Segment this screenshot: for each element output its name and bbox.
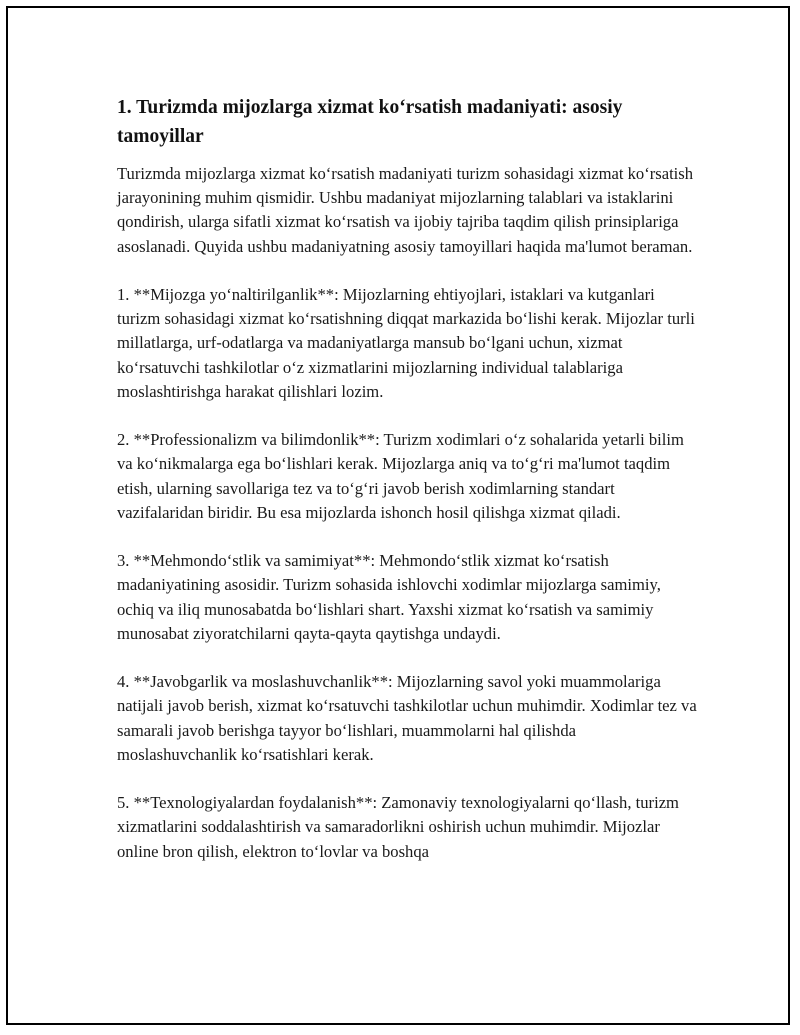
principle-1-paragraph: 1. **Mijozga yoʻnaltirilganlik**: Mijozlarning ehtiyojlari, istaklari va kutganlari turizm sohasidagi xizmat koʻrsatishning diqqat markazida boʻlishi kerak. Mijozlar turli millatlarga, urf-odatlarga va madaniyatlarga mansub boʻlgani uchun, xizmat koʻrsatuvchi tashkilotlar oʻz xizmatlarini mijozlarning individual talablariga moslashtirishga harakat qilishlari lozim. — [117, 285, 695, 401]
principle-4-paragraph: 4. **Javobgarlik va moslashuvchanlik**: Mijozlarning savol yoki muammolariga natijali javob berish, xizmat koʻrsatuvchi tashkilotlar uchun muhimdir. Xodimlar tez va samarali javob berishga tayyor boʻlishlari, muammolarni hal qilishda moslashuvchanlik koʻrsatishlari kerak. — [117, 672, 697, 764]
document-title: 1. Turizmda mijozlarga xizmat koʻrsatish madaniyati: asosiy tamoyillar — [117, 97, 623, 147]
principle-5-paragraph: 5. **Texnologiyalardan foydalanish**: Zamonaviy texnologiyalarni qoʻllash, turizm xizmatlarini soddalashtirish va samaradorlikni oshirish uchun muhimdir. Mijozlar online bron qilish, elektron toʻlovlar va boshqa — [117, 793, 679, 861]
principle-3-paragraph: 3. **Mehmondoʻstlik va samimiyat**: Mehmondoʻstlik xizmat koʻrsatish madaniyatining asosidir. Turizm sohasida ishlovchi xodimlar mijozlarga samimiy, ochiq va iliq munosabatda boʻlishlari shart. Yaxshi xizmat koʻrsatish va samimiy munosabat ziyoratchilarni qayta-qayta qaytishga undaydi. — [117, 551, 661, 643]
intro-paragraph: Turizmda mijozlarga xizmat koʻrsatish madaniyati turizm sohasidagi xizmat koʻrsatish jarayonining muhim qismidir. Ushbu madaniyat mijozlarning talablari va istaklarini qondirish, ularga sifatli xizmat koʻrsatish va ijobiy tajriba taqdim qilish prinsiplariga asoslanadi. Quyida ushbu madaniyatning asosiy tamoyillari haqida ma'lumot beraman. — [117, 164, 694, 256]
principle-2-paragraph: 2. **Professionalizm va bilimdonlik**: Turizm xodimlari oʻz sohalarida yetarli bilim va koʻnikmalarga ega boʻlishlari kerak. Mijozlarga aniq va toʻgʻri ma'lumot taqdim etish, ularning savollariga tez va toʻgʻri javob berish xodimlarning standart vazifalaridan biridir. Bu esa mijozlarda ishonch hosil qilishga xizmat qiladi. — [117, 430, 684, 522]
document-body — [117, 93, 697, 888]
